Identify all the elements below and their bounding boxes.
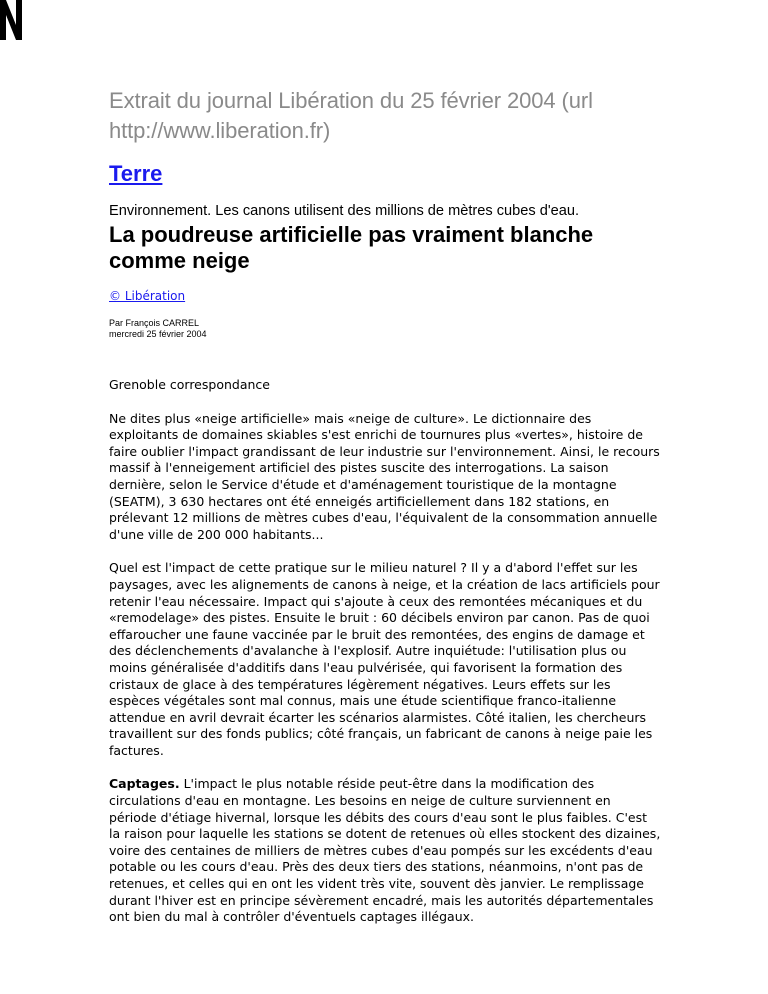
author: Par François CARREL [109,318,200,328]
subhead: Captages. [109,776,180,792]
date: mercredi 25 février 2004 [109,329,207,339]
logo-n-icon [0,0,22,40]
source-line: Extrait du journal Libération du 25 février 2004 (url http://www.liberation.fr) [109,88,593,143]
paragraph-1: Ne dites plus «neige artificielle» mais «neige de culture». Le dictionnaire des exploitants de domaines skiables s'est enrichi de tournures plus «vertes», histoire de faire oublier l'impact grandissant de leur industrie sur l'environnement. Ainsi, le recours massif à l'enneigement artificiel des pistes suscite des interrogations. La saison dernière, selon le Service d'étude et d'aménagement touristique de la montagne (SEATM), 3 630 hectares ont été enneigés artificiellement dans 182 stations, en prélevant 12 millions de mètres cubes d'eau, l'équivalent de la consommation annuelle d'une ville de 200 000 habitants... [109,410,660,542]
copyright-link[interactable]: © Libération [109,289,186,303]
paragraph-2: Quel est l'impact de cette pratique sur le milieu naturel ? Il y a d'abord l'effet sur les paysages, avec les alignements de canons à neige, et la création de lacs artificiels pour retenir l'eau nécessaire. Impact qui s'ajoute à ceux des remontées mécaniques et du «remodelage» des pistes. Ensuite le bruit : 60 décibels environ par canon. Pas de quoi effaroucher une faune vaccinée par le bruit des remontées, des engins de damage et des déclenchements d'avalanche à l'explosif. Autre inquiétude: l'utilisation plus ou moins généralisée d'additifs dans l'eau pulvérisée, qui favorisent la formation des cristaux de glace à des températures légèrement négatives. Leurs effets sur les espèces végétales sont mal connus, mais une étude scientifique franco-italienne attendue en avril devrait écarter les scénarios alarmistes. Côté italien, les chercheurs travaillent sur des fonds publics; côté français, un fabricant de canons à neige paie les factures. [109,560,660,758]
lead-paragraph: Grenoble correspondance [109,377,270,392]
section-link[interactable]: Terre [109,161,163,186]
headline: La poudreuse artificielle pas vraiment blanche comme neige [109,222,594,273]
byline [109,318,661,340]
paragraph-3 [109,776,661,925]
paragraph-3-text: L'impact le plus notable réside peut-être dans la modification des circulations d'eau en montagne. Les besoins en neige de culture surviennent en période d'étiage hivernal, lorsque les débits des cours d'eau sont le plus faibles. C'est la raison pour laquelle les stations se dotent de retenues où elles stockent des dizaines, voire des centaines de milliers de mètres cubes d'eau pompés sur les excédents d'eau potable ou les cours d'eau. Près des deux tiers des stations, néanmoins, n'ont pas de retenues, et celles qui en ont les vident très vite, souvent dès janvier. Le remplissage durant l'hiver est en principe sévèrement encadré, mais les autorités départementales ont bien du mal à contrôler d'éventuels captages illégaux. [109,776,661,925]
kicker: Environnement. Les canons utilisent des millions de mètres cubes d'eau. [109,203,580,219]
article [109,86,661,926]
